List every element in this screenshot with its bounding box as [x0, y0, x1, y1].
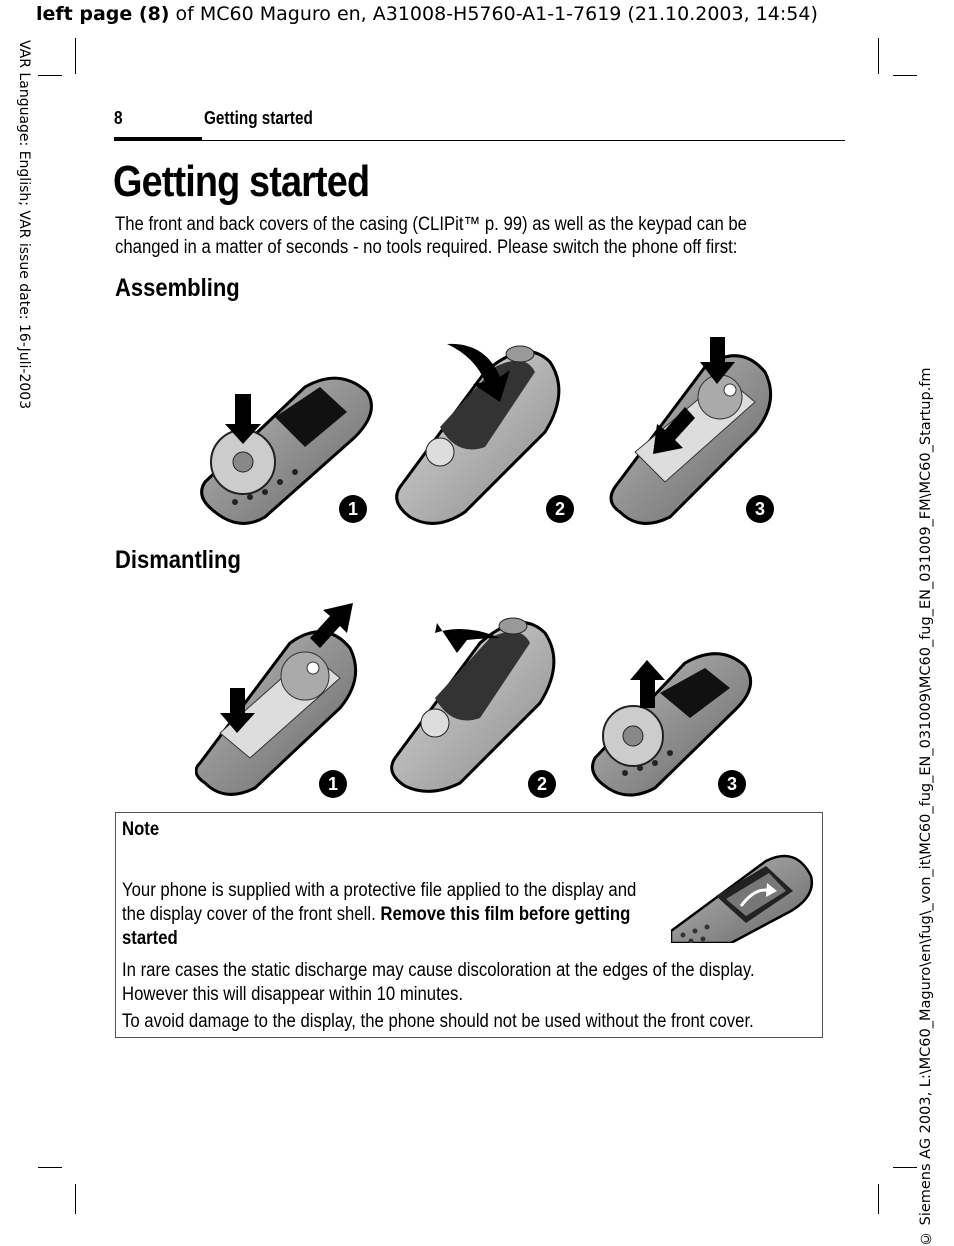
crop-mark: [75, 1184, 76, 1214]
crop-mark: [878, 38, 879, 74]
page-title: Getting started: [113, 157, 370, 206]
note-paragraph-discharge: In rare cases the static discharge may cause discoloration at the edges of the display. However this will disappear within 10 minutes.: [122, 960, 755, 1005]
note-film-text: Your phone is supplied with a protective file applied to the display and the display cover of the front shell.: [122, 880, 637, 925]
assembling-heading: Assembling: [115, 274, 240, 302]
dismantling-step-1: 1: [319, 770, 347, 798]
phone-front-cover-removal: [392, 618, 554, 791]
crop-mark: [893, 1167, 917, 1168]
phone-back-cover: [611, 337, 771, 523]
intro-paragraph: The front and back covers of the casing (CLIPit™ p. 99) as well as the keypad can be changed in a matter of seconds - no tools required. Please switch the phone off first:: [115, 214, 747, 258]
assembling-step-3: 3: [746, 495, 774, 523]
file-path-sidebar: © Siemens AG 2003, L:\MC60_Maguro\en\fug\_von_it\MC60_fug_EN_031009\MC60_fug_EN_031009_FM\MC60_Startup.fm: [918, 367, 934, 1246]
dismantling-step-3: 3: [718, 770, 746, 798]
protective-film-illustration: [671, 851, 816, 943]
dismantling-illustration: [195, 598, 775, 803]
note-paragraph-film: [122, 879, 637, 951]
crop-mark: [38, 1167, 62, 1168]
phone-front-cover: [397, 344, 559, 524]
dismantling-heading: Dismantling: [115, 546, 241, 574]
running-head-title: Getting started: [204, 108, 313, 128]
note-box: [115, 812, 823, 1038]
crop-mark: [38, 75, 62, 76]
crop-mark: [75, 38, 76, 74]
print-header: [36, 3, 818, 25]
page-number: 8: [114, 108, 123, 128]
crop-mark: [878, 1184, 879, 1214]
var-language-sidebar: VAR Language: English; VAR issue date: 16-Juli-2003: [16, 40, 32, 410]
assembling-illustration: [195, 332, 795, 532]
header-rule: [114, 140, 845, 141]
note-paragraph-front-cover: To avoid damage to the display, the phone should not be used without the front cover.: [122, 1011, 754, 1032]
print-header-info: of MC60 Maguro en, A31008-H5760-A1-1-7619 (21.10.2003, 14:54): [169, 3, 818, 25]
assembling-step-1: 1: [339, 495, 367, 523]
note-film-warning: Remove this film before getting started: [122, 904, 631, 949]
phone-back-cover-removal: [196, 603, 356, 794]
print-header-page: left page (8): [36, 3, 170, 25]
assembling-step-2: 2: [546, 495, 574, 523]
crop-mark: [893, 75, 917, 76]
dismantling-step-2: 2: [528, 770, 556, 798]
note-title: Note: [122, 819, 160, 840]
